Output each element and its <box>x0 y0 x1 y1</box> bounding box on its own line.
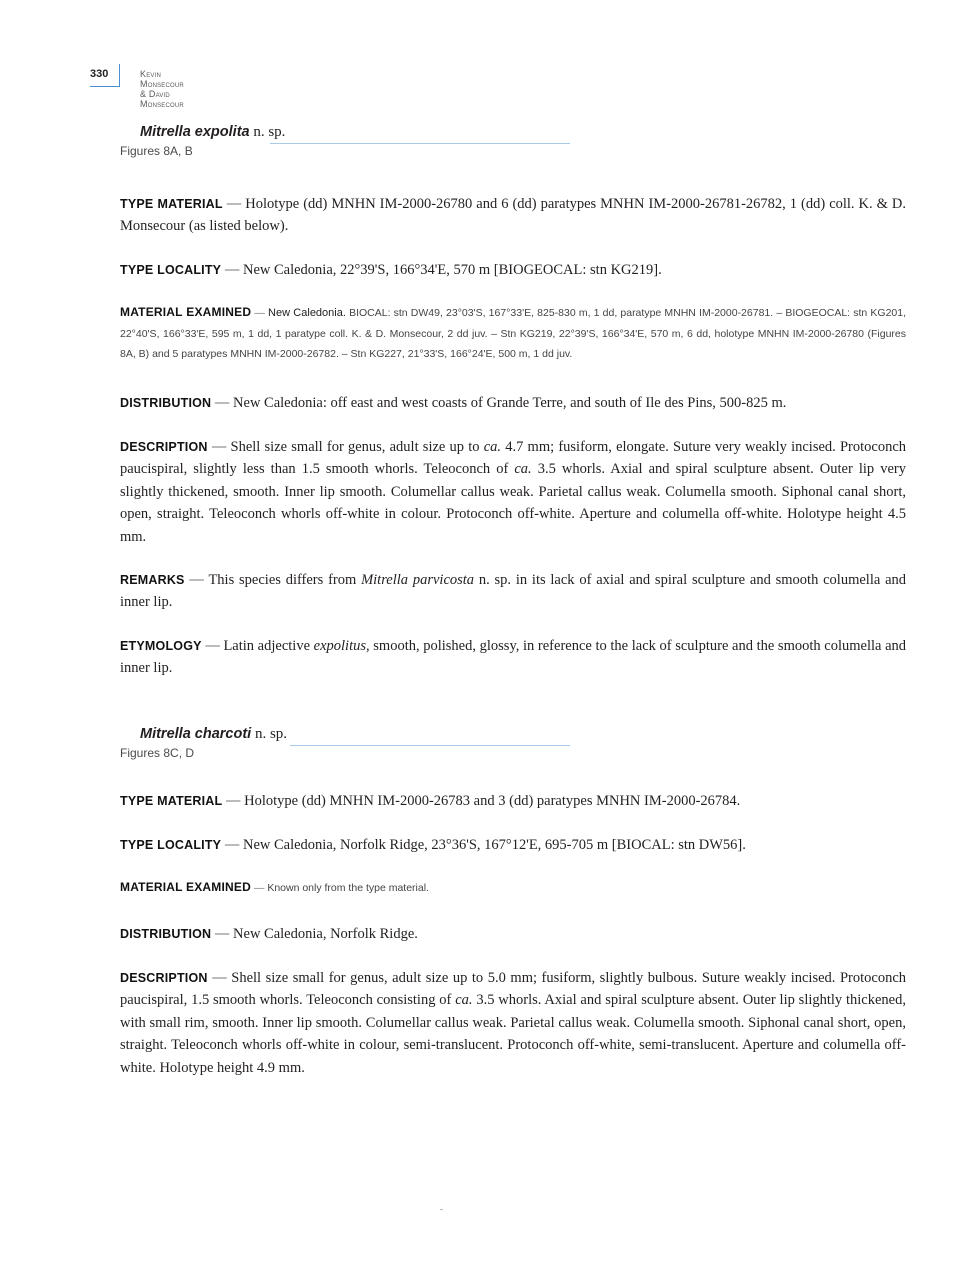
distribution-text: New Caledonia: off east and west coasts of Grande Terre, and south of Ile des Pins, 500-825 m. <box>233 395 787 411</box>
description-text-b: 4.7 mm; fusiform, elongate. Suture very weakly incised. Protoconch paucispiral, slightly less than 1.5 smooth whorls. Teleoconch of <box>120 439 907 478</box>
etymology-text-a: Latin adjective <box>223 638 314 654</box>
etymology-label: ETYMOLOGY <box>120 639 202 653</box>
em-dash: — <box>212 970 227 986</box>
em-dash: — <box>214 395 230 411</box>
etymology-text-b: , smooth, polished, glossy, in reference to the lack of sculpture and the smooth columella and inner lip. <box>120 638 907 677</box>
page-mark <box>440 1209 443 1210</box>
em-dash: — <box>224 837 240 853</box>
description-text-a: Shell size small for genus, adult size up to 5.0 mm; fusiform, slightly bulbous. Suture weakly incised. Protoconch paucispiral, 1.5 smooth whorls. Teleoconch consisting of <box>120 970 907 1009</box>
type-locality-paragraph <box>120 259 906 281</box>
etymology-paragraph <box>120 635 906 680</box>
em-dash: — <box>214 926 230 942</box>
abbrev-ca: ca. <box>483 439 502 455</box>
title-rule <box>290 745 570 746</box>
material-examined-label: MATERIAL EXAMINED <box>120 305 252 319</box>
remarks-text-b: n. sp. in its lack of axial and spiral sculpture and smooth columella and inner lip. <box>120 572 907 611</box>
em-dash: — <box>224 262 240 278</box>
remarks-species: Mitrella parvicosta <box>361 572 475 588</box>
material-examined-paragraph <box>120 877 906 899</box>
em-dash: — <box>226 793 241 809</box>
type-material-label: TYPE MATERIAL <box>120 794 223 808</box>
em-dash: — <box>254 307 265 319</box>
description-label: DESCRIPTION <box>120 440 208 454</box>
type-material-text: Holotype (dd) MNHN IM-2000-26783 and 3 (dd) paratypes MNHN IM-2000-26784. <box>244 793 741 809</box>
abbrev-ca: ca. <box>514 461 532 478</box>
title-rule <box>270 143 570 144</box>
distribution-text: New Caledonia, Norfolk Ridge. <box>233 926 418 942</box>
species-title <box>120 122 906 142</box>
species-name: Mitrella expolita <box>140 124 250 140</box>
species-heading-expolita <box>120 122 906 160</box>
running-head-authors: Kevin Monsecour & David Monsecour <box>140 69 184 109</box>
material-examined-lead: New Caledonia. <box>268 307 346 319</box>
figure-reference: Figures 8A, B <box>120 144 193 158</box>
description-paragraph <box>120 967 906 1079</box>
type-material-paragraph <box>120 193 906 238</box>
species-suffix: n. sp. <box>249 124 286 140</box>
header-rule-vertical <box>119 64 120 86</box>
type-material-label: TYPE MATERIAL <box>120 197 223 211</box>
type-locality-paragraph <box>120 834 906 856</box>
description-paragraph <box>120 436 906 548</box>
type-material-paragraph <box>120 790 906 812</box>
em-dash: — <box>189 572 204 588</box>
page-number: 330 <box>90 68 109 80</box>
type-material-text: Holotype (dd) MNHN IM-2000-26780 and 6 (dd) paratypes MNHN IM-2000-26781-26782, 1 (dd) coll. K. & D. Monsecour (as listed below). <box>120 196 907 235</box>
species-name: Mitrella charcoti <box>140 726 252 742</box>
species-heading-charcoti <box>120 724 906 762</box>
type-locality-label: TYPE LOCALITY <box>120 838 222 852</box>
material-examined-text: Known only from the type material. <box>267 882 429 894</box>
abbrev-ca: ca. <box>455 992 473 1009</box>
em-dash: — <box>211 439 227 455</box>
material-examined-paragraph <box>120 302 906 365</box>
remarks-paragraph <box>120 569 906 614</box>
material-examined-text: BIOCAL: stn DW49, 23°03'S, 167°33'E, 825-830 m, 1 dd, paratype MNHN IM-2000-26781. – BIOGEOCAL: stn KG201, 22°40'S, 166°33'E, 595 m, 1 dd, 1 paratype coll. K. & D. Monsecour, 2 dd juv. – Stn KG219, 22°39'S, 166°34'E, 570 m, 6 dd, holotype MNHN IM-2000-26780 (Figures 8A, B) and 5 paratypes MNHN IM-2000-26782. – Stn KG227, 21°33'S, 166°24'E, 500 m, 1 dd juv. <box>120 307 907 360</box>
distribution-paragraph <box>120 392 906 414</box>
em-dash: — <box>226 196 242 212</box>
material-examined-label: MATERIAL EXAMINED <box>120 880 251 894</box>
type-locality-text: New Caledonia, 22°39'S, 166°34'E, 570 m [BIOGEOCAL: stn KG219]. <box>242 262 662 278</box>
figure-reference: Figures 8C, D <box>120 746 195 760</box>
etymology-word: expolitus <box>313 638 367 654</box>
distribution-paragraph <box>120 923 906 945</box>
remarks-label: REMARKS <box>120 573 185 587</box>
distribution-label: DISTRIBUTION <box>120 927 212 941</box>
header-rule-horizontal <box>90 86 120 87</box>
description-text-c: 3.5 whorls. Axial and spiral sculpture absent. Outer lip very slightly thickened, smooth. Inner lip smooth. Columellar callus weak. Parietal callus weak. Columella smooth. Siphonal canal short, open, straight. Teleoconch whorls off-white in colour. Protoconch off-white. Aperture and columella off-white. Holotype height 4.5 mm. <box>120 461 906 545</box>
description-text-a: Shell size small for genus, adult size up to <box>230 439 484 455</box>
em-dash: — <box>205 638 220 654</box>
species-title <box>120 724 906 744</box>
type-locality-label: TYPE LOCALITY <box>120 263 222 277</box>
distribution-label: DISTRIBUTION <box>120 396 212 410</box>
description-text-b: 3.5 whorls. Axial and spiral sculpture absent. Outer lip slightly thickened, with small rim, smooth. Inner lip smooth. Columellar callus weak. Parietal callus weak. Columella smooth. Siphonal canal short, open, straight. Teleoconch whorls off-white in colour, semi-translucent. Protoconch off-white, semi-translucent. Aperture and columella off-white. Holotype height 4.9 mm. <box>120 992 906 1076</box>
type-locality-text: New Caledonia, Norfolk Ridge, 23°36'S, 167°12'E, 695-705 m [BIOCAL: stn DW56]. <box>242 837 746 853</box>
remarks-text-a: This species differs from <box>208 572 362 588</box>
em-dash: — <box>253 882 265 894</box>
description-label: DESCRIPTION <box>120 971 208 985</box>
species-suffix: n. sp. <box>251 726 288 742</box>
